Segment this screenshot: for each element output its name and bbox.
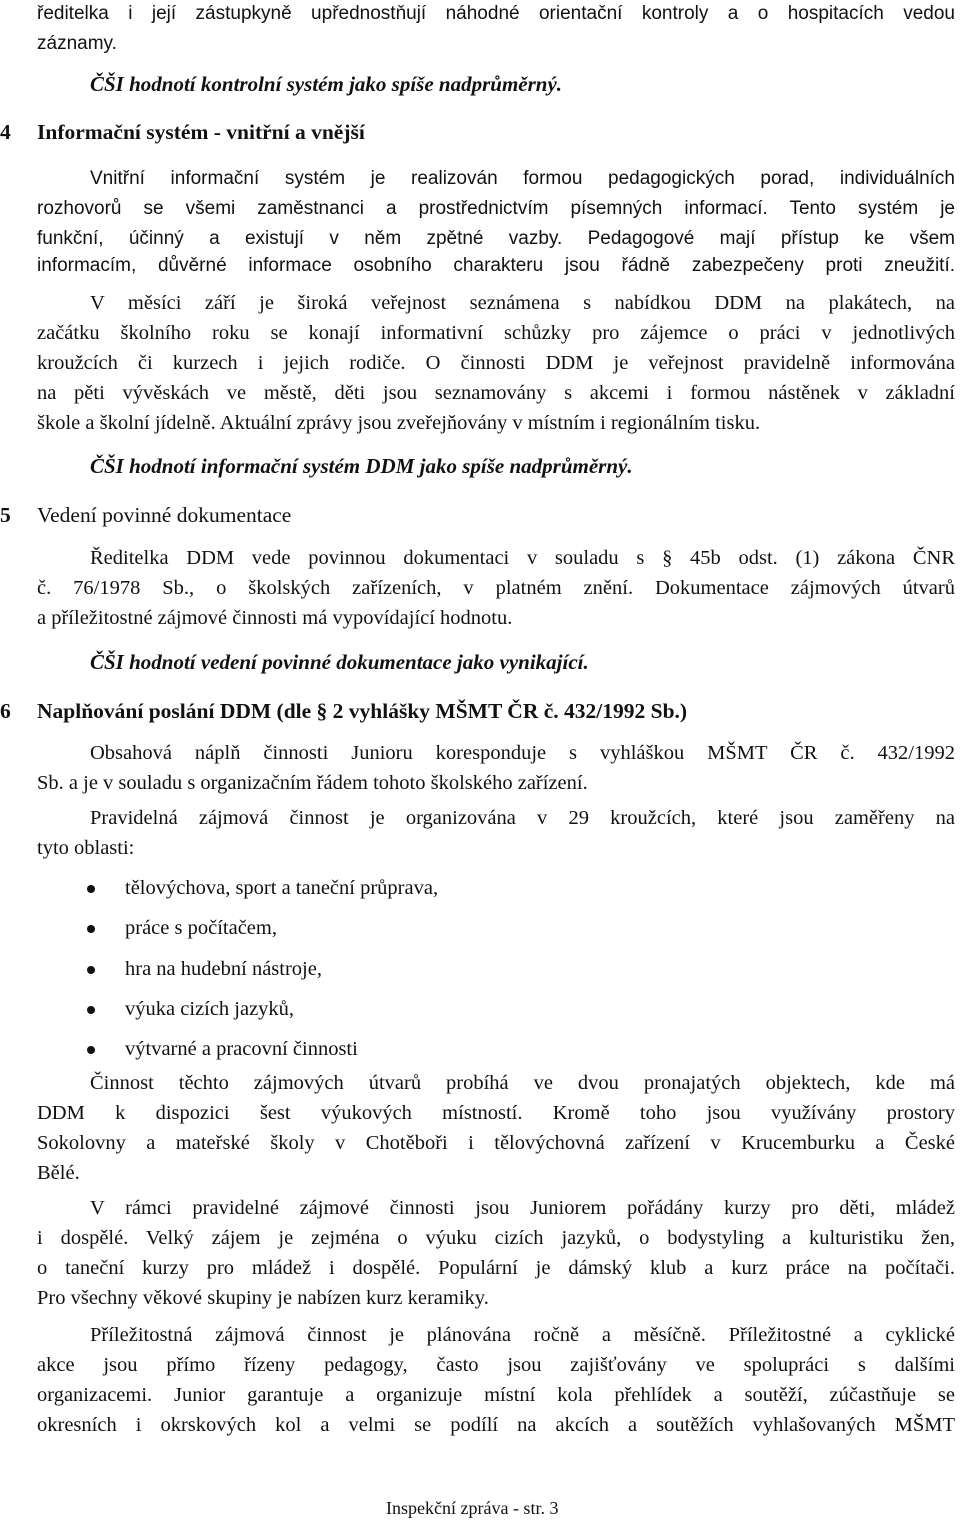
text-line: rozhovorů se všemi zaměstnanci a prostřednictvím písemných informací. Tento systém je — [37, 198, 955, 219]
csi-evaluation: ČŠI hodnotí kontrolní systém jako spíše nadprůměrný. — [90, 72, 563, 96]
text-line: Příležitostná zájmová činnost je plánována ročně a měsíčně. Příležitostné a cyklické — [90, 1324, 955, 1346]
text-line: V rámci pravidelné zájmové činnosti jsou Juniorem pořádány kurzy pro děti, mládež — [90, 1197, 955, 1219]
text-line: Obsahová náplň činnosti Junioru koresponduje s vyhláškou MŠMT ČR č. 432/1992 — [90, 742, 955, 764]
bullet-icon — [87, 1006, 95, 1014]
text-line: okresních i okrskových kol a velmi se podílí na akcích a soutěžích vyhlašovaných MŠMT — [37, 1414, 955, 1436]
text-line: V měsíci září je široká veřejnost seznámena s nabídkou DDM na plakátech, na — [90, 292, 955, 314]
text-line: Vnitřní informační systém je realizován formou pedagogických porad, individuálních — [90, 168, 955, 189]
text-line: Bělé. — [37, 1162, 80, 1184]
section-number: 5 — [0, 503, 11, 527]
bullet-icon — [87, 1046, 95, 1054]
bullet-icon — [87, 885, 95, 893]
text-line: o taneční kurzy pro mládež i dospělé. Populární je dámský klub a kurz práce na počítači. — [37, 1257, 955, 1279]
text-line: záznamy. — [37, 33, 117, 54]
text-line: č. 76/1978 Sb., o školských zařízeních, v platném znění. Dokumentace zájmových útvarů — [37, 577, 955, 599]
section-number: 4 — [0, 120, 11, 144]
section-title: Naplňování poslání DDM (dle § 2 vyhlášky MŠMT ČR č. 432/1992 Sb.) — [37, 699, 688, 723]
csi-evaluation: ČŠI hodnotí vedení povinné dokumentace jako vynikající. — [90, 650, 589, 674]
page-footer: Inspekční zpráva - str. 3 — [386, 1498, 559, 1518]
text-line: Sb. a je v souladu s organizačním řádem tohoto školského zařízení. — [37, 772, 588, 794]
text-line: ředitelka i její zástupkyně upřednostňují náhodné orientační kontroly a o hospitacích vedou — [37, 3, 955, 24]
text-line: Pro všechny věkové skupiny je nabízen kurz keramiky. — [37, 1287, 489, 1309]
text-line: DDM k dispozici šest výukových místností. Kromě toho jsou využívány prostory — [37, 1102, 955, 1124]
section-title: Vedení povinné dokumentace — [37, 503, 292, 527]
text-line: i dospělé. Velký zájem je zejména o výuku cizích jazyků, o bodystyling a kulturistiku žen, — [37, 1227, 955, 1249]
section-title: Informační systém - vnitřní a vnější — [37, 120, 365, 144]
text-line: Sokolovny a mateřské školy v Chotěboři i tělovýchovná zařízení v Krucemburku a České — [37, 1132, 955, 1154]
bullet-icon — [87, 925, 95, 933]
text-line: organizacemi. Junior garantuje a organizuje místní kola přehlídek a soutěží, zúčastňuje se — [37, 1384, 955, 1406]
text-line: akce jsou přímo řízeny pedagogy, často jsou zajišťovány ve spolupráci s dalšími — [37, 1354, 955, 1376]
csi-evaluation: ČŠI hodnotí informační systém DDM jako spíše nadprůměrný. — [90, 454, 633, 478]
text-line: na pěti vývěskách ve městě, děti jsou seznamovány s akcemi i formou nástěnek v základní — [37, 382, 955, 404]
bullet-icon — [87, 966, 95, 974]
section-number: 6 — [0, 699, 11, 723]
text-line: informacím, důvěrné informace osobního charakteru jsou řádně zabezpečeny proti zneužití. — [37, 255, 955, 276]
text-line: Činnost těchto zájmových útvarů probíhá ve dvou pronajatých objektech, kde má — [90, 1072, 955, 1094]
text-line: kroužcích či kurzech i jejich rodiče. O činnosti DDM je veřejnost pravidelně informována — [37, 352, 955, 374]
text-line: a příležitostné zájmové činnosti má vypovídající hodnotu. — [37, 607, 513, 629]
text-line: tyto oblasti: — [37, 837, 135, 859]
text-line: Ředitelka DDM vede povinnou dokumentaci v souladu s § 45b odst. (1) zákona ČNR — [90, 547, 955, 569]
text-line: škole a školní jídelně. Aktuální zprávy jsou zveřejňovány v místním i regionálním tisku. — [37, 412, 761, 434]
text-line: začátku školního roku se konají informativní schůzky pro zájemce o práci v jednotlivých — [37, 322, 955, 344]
text-line: funkční, účinný a existují v něm zpětné vazby. Pedagogové mají přístup ke všem — [37, 228, 955, 249]
text-line: Pravidelná zájmová činnost je organizována v 29 kroužcích, které jsou zaměřeny na — [90, 807, 955, 829]
